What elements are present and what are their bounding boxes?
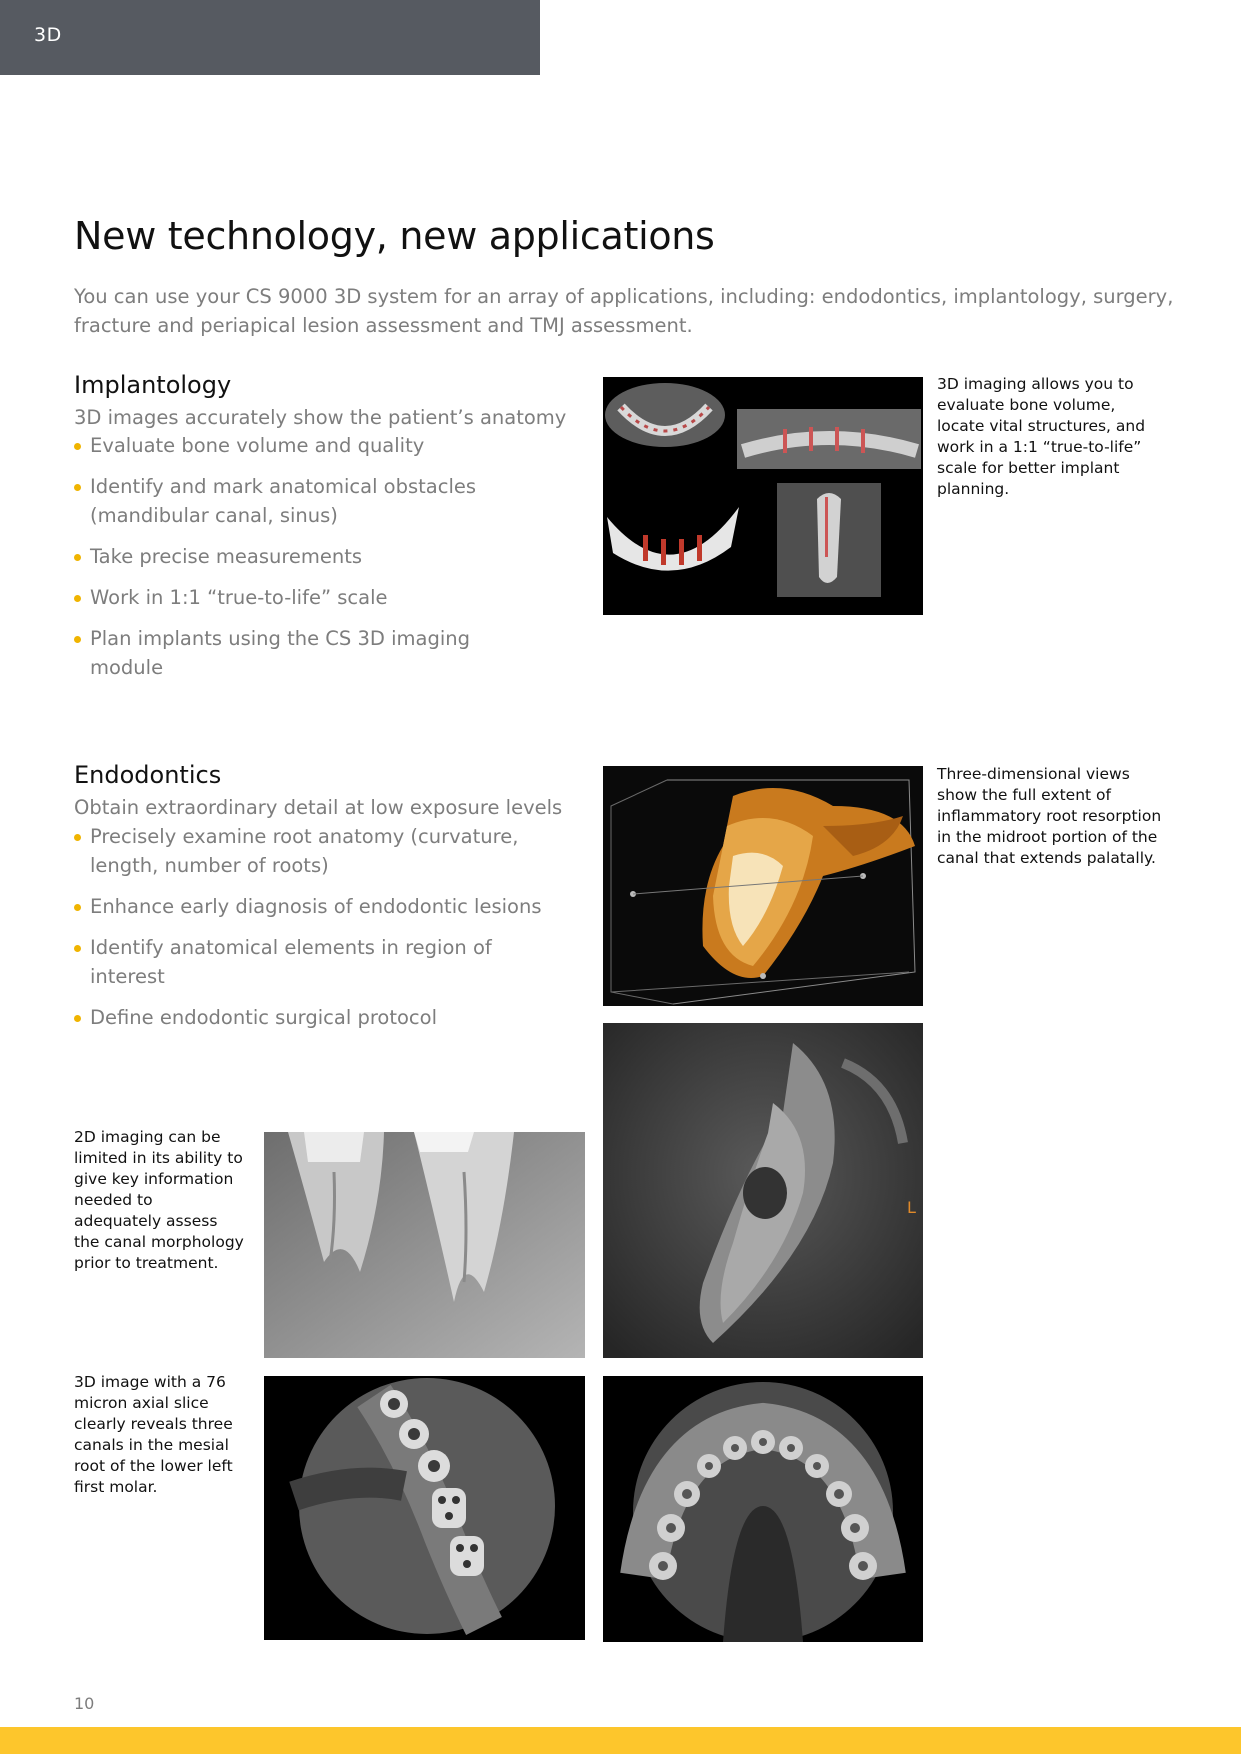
footer-accent-band [0, 1727, 1241, 1754]
bullet-icon [74, 484, 81, 491]
list-item: Precisely examine root anatomy (curvature, length, number of roots) [74, 822, 544, 880]
ct-sagittal-slice-image [603, 1023, 923, 1358]
endodontics-3d-slice-caption: 3D image with a 76 micron axial slice clearly reveals three canals in the mesial root of the lower left first molar. [74, 1373, 233, 1496]
bullet-icon [74, 945, 81, 952]
endodontics-bullet-list [74, 822, 544, 1044]
ct-sagittal-slice-illustration [603, 1023, 923, 1358]
endodontics-subheading: Obtain extraordinary detail at low exposure levels [74, 796, 563, 819]
bullet-icon [74, 636, 81, 643]
root-3d-rendering-illustration [603, 766, 923, 1006]
root-3d-rendering-image [603, 766, 923, 1006]
list-item: Plan implants using the CS 3D imaging module [74, 624, 544, 682]
implantology-bullet-list [74, 431, 544, 694]
implant-planning-image [603, 377, 923, 615]
ct-orientation-marker: L [907, 1198, 916, 1217]
list-item: Identify anatomical elements in region of interest [74, 933, 544, 991]
list-item: Work in 1:1 “true-to-life” scale [74, 583, 544, 612]
bullet-icon [74, 1015, 81, 1022]
axial-slice-molar-image [264, 1376, 585, 1640]
page-number: 10 [74, 1694, 95, 1713]
bullet-icon [74, 443, 81, 450]
implantology-subheading: 3D images accurately show the patient’s anatomy [74, 406, 567, 429]
bullet-icon [74, 554, 81, 561]
section-tab [0, 0, 540, 75]
list-item: Define endodontic surgical protocol [74, 1003, 544, 1032]
periapical-radiograph-illustration [264, 1132, 585, 1358]
intro-paragraph: You can use your CS 9000 3D system for an array of applications, including: endodontics, implantology, surgery, fracture and periapical lesion assessment and TMJ assessment. [74, 285, 1174, 337]
implant-planning-illustration [603, 377, 923, 615]
list-item: Identify and mark anatomical obstacles (mandibular canal, sinus) [74, 472, 544, 530]
list-item: Take precise measurements [74, 542, 544, 571]
endodontics-heading: Endodontics [74, 761, 222, 789]
axial-slice-molar-illustration [264, 1376, 585, 1640]
list-item: Evaluate bone volume and quality [74, 431, 544, 460]
bullet-icon [74, 904, 81, 911]
section-tab-label: 3D [34, 24, 62, 46]
endodontics-2d-caption: 2D imaging can be limited in its ability to give key information needed to adequately assess the canal morphology prior to treatment. [74, 1128, 244, 1272]
periapical-radiograph-image [264, 1132, 585, 1358]
bullet-icon [74, 595, 81, 602]
axial-slice-arch-illustration [603, 1376, 923, 1642]
implantology-caption: 3D imaging allows you to evaluate bone volume, locate vital structures, and work in a 1:1 “true-to-life” scale for better implant planning. [937, 375, 1146, 498]
list-item: Enhance early diagnosis of endodontic lesions [74, 892, 544, 921]
endodontics-3d-views-caption: Three-dimensional views show the full extent of inflammatory root resorption in the midroot portion of the canal that extends palatally. [937, 765, 1162, 867]
implantology-heading: Implantology [74, 371, 232, 399]
bullet-icon [74, 834, 81, 841]
page-title: New technology, new applications [74, 214, 715, 258]
axial-slice-arch-image [603, 1376, 923, 1642]
